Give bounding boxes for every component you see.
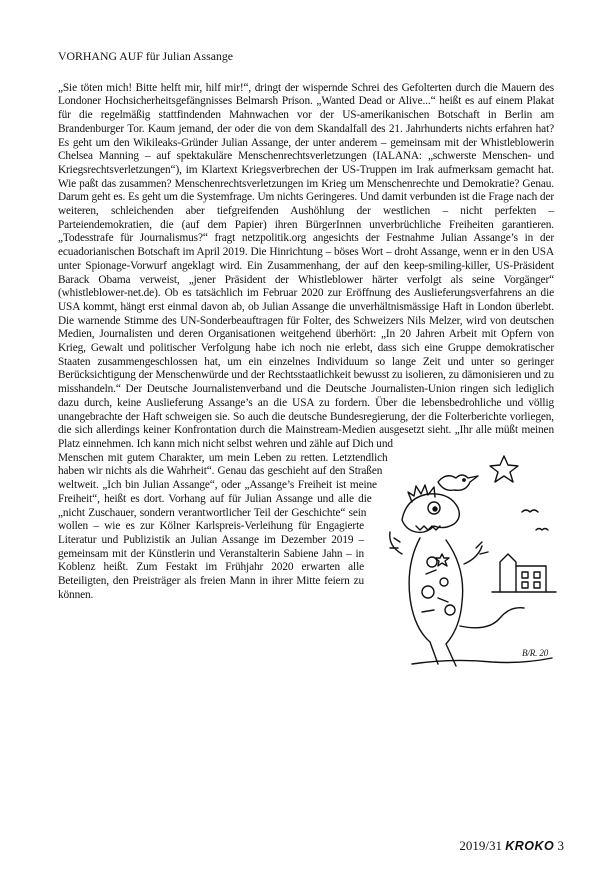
paragraph-intro: „Sie töten mich! Bitte helft mir, hilf mir!“, dringt der wispernde Schrei des Gefolterten durch die Mauern des Londoner Hochsicherheitsgefängnisses Belmarsh Prison. „Wanted Dead or Alive...“ heißt es auf einem Plakat für die regelmäßig stattfindenden Mahnwachen vor der US-amerikanischen Botschaft in Berlin am Brandenburger Tor. Kaum jemand, der oder die von dem Skandalfall des 21. Jahrhunderts nichts erfahren hat? Es geht um den Wikileaks-Gründer Julian Assange, der unter anderem – gemeinsam mit der Whistleblowerin Chelsea Manning – auf spektakuläre Menschenrechtsverletzungen (IALANA: „schwerste Menschen- und Kriegsrechtsverletzungen“), im Klartext Kriegsverbrechen der US-Truppen im Irak aufmerksam gemacht hat. Wie paßt das zusammen? Menschenrechtsverletzungen im Krieg um Menschenrechte und Demokratie? Genau. Darum geht es. Es geht um die Systemfrage. Um nichts Geringeres. Und damit verbunden ist die Frage nach der weiteren, schleichenden aber tiefgreifenden Aushöhlung der westlichen – nicht perfekten – Parteiendemokratien, die (auf dem Papier) ihren BürgerInnen unverbrüchliche Freiheiten garantieren. „Todesstrafe für Journalismus?“ fragt netzpolitik.org angesichts der Festnahme Julian Assange’s in der ecuadorianischen Botschaft im April 2019. Die Hinrichtung – böses Wort – droht Assange, wenn er in den USA unter Spionage-Vorwurf angeklagt wird. Ein Zusammenhang, der auf den keep-smiling-killer, US-Präsident Barack Obama verweist, „jener Präsident der Whistleblower härter verfolgt als seine Vorgänger“ (whistleblower-net.de). Ob es tatsächlich im Februar 2020 zur Eröffnung des Auslieferungsverfahrens an die USA kommt, hängt erst einmal davon ab, ob Julian Assange die unverhältnismässige Haft in London überlebt. Die warnende Stimme des UN-Sonderbeauftragen für Folter, des Schweizers Nils Melzer, wird von deutschen Medien, Journalisten und deren Organisationen weitgehend überhört: „In 20 Jahren Arbeit mit Opfern von Krieg, Gewalt und politischer Verfolgung habe ich noch nie erlebt, dass sich eine Gruppe demokratischer Staaten zusammengeschlossen hat, um ein einzelnes Individuum so lange Zeit und unter so geringer Berücksichtigung der Menschenwürde und der Rechtsstaatlichkeit bewusst zu isolieren, zu dämonisieren und zu misshandeln.“ Der Deutsche Journalistenverband und die Deutsche Journalisten-Union ringen sich lediglich dazu durch, keine Auslieferung Assange’s an die USA zu fordern. Über die lebensbedrohliche und völlig unangebrachte der Haft schweigen sie. So auch die deutsche Bundesregierung, der die Folterberichte vorliegen, die sich allerdings keiner Konfrontation durch die Mainstream-Medien ausgesetzt sieht. [58,81,554,437]
magazine-brand: KROKO [505,839,555,853]
article-heading: VORHANG AUF für Julian Assange [58,49,233,63]
article [58,50,554,670]
article-text [58,81,554,658]
page-footer [459,838,564,854]
cartoon-illustration [372,442,558,668]
article-body [58,81,554,658]
dinosaur-cartoon-icon [372,442,558,668]
issue-number: 2019/31 [459,838,502,853]
paragraph-wrapped: „Ihr alle müßt meinen Platz einnehmen. Ich kann mich nicht selbst wehren und zähle auf Dich und Menschen mit gutem Charakter, um mein Leben zu retten. Letztendlich haben wir nichts als die Wahrheit“. Genau das geschieht auf den Straßen weltweit. „Ich bin Julian Assange“, oder „Assange’s Freiheit ist meine Freiheit“, heißt es dort. Vorhang auf für Julian Assange und alle die „nicht Zuschauer, sondern verantwortlicher Teil der Geschichte“ sein wollen – wie es zur Kölner Karlspreis-Verleihung für Engagierte Literatur und Publizistik an Julian Assange im Dezember 2019 – gemeinsam mit der Künstlerin und Veranstalterin Sabiene Jahn – in Koblenz heißt. Zum Festakt im Frühjahr 2020 erwarten alle Beteiligten, den Preisträger als freien Mann in ihrer Mitte feiern zu können. [58,424,554,601]
svg-text:B/R. 20: B/R. 20 [522,647,549,658]
page-number: 3 [557,838,564,853]
